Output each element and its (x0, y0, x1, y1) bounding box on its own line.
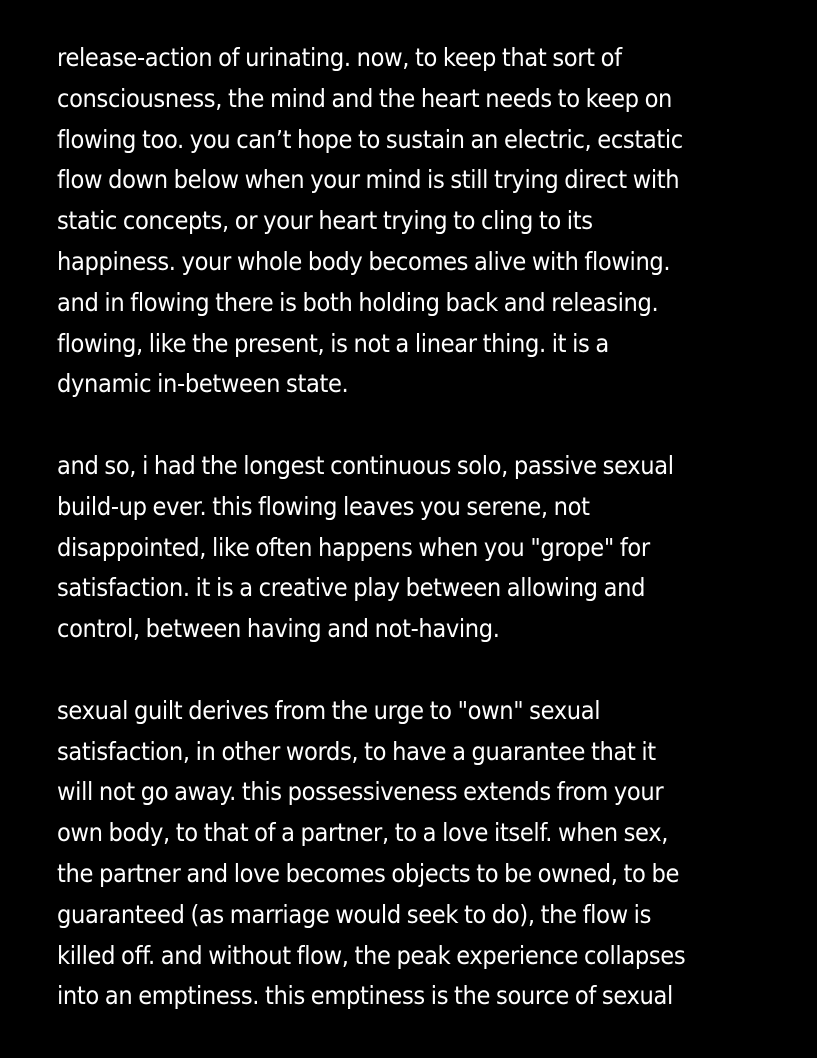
text-line: flow down below when your mind is still trying direct with (57, 165, 680, 195)
text-line: sexual guilt derives from the urge to "own" sexual (57, 695, 601, 725)
paragraph-2 (57, 446, 797, 650)
text-line: guaranteed (as marriage would seek to do), the flow is (57, 899, 652, 929)
text-line: own body, to that of a partner, to a love itself. when sex, (57, 818, 669, 848)
text-line: into an emptiness. this emptiness is the source of sexual (57, 981, 673, 1011)
text-line: dynamic in-between state. (57, 369, 349, 399)
text-line: control, between having and not-having. (57, 614, 500, 644)
text-line: satisfaction, in other words, to have a guarantee that it (57, 736, 656, 766)
text-line: flowing too. you can’t hope to sustain an electric, ecstatic (57, 124, 683, 154)
text-line: static concepts, or your heart trying to cling to its (57, 206, 593, 236)
text-line: disappointed, like often happens when you "grope" for (57, 532, 650, 562)
document-page (57, 38, 797, 1058)
paragraph-3 (57, 691, 797, 1017)
text-line: consciousness, the mind and the heart needs to keep on (57, 83, 673, 113)
text-line: will not go away. this possessiveness extends from your (57, 777, 664, 807)
text-line: happiness. your whole body becomes alive with flowing. (57, 246, 671, 276)
text-line: the partner and love becomes objects to be owned, to be (57, 858, 680, 888)
text-line: and so, i had the longest continuous solo, passive sexual (57, 450, 674, 480)
text-line: flowing, like the present, is not a linear thing. it is a (57, 328, 609, 358)
text-line: release-action of urinating. now, to keep that sort of (57, 43, 622, 72)
text-line: and in flowing there is both holding back and releasing. (57, 287, 659, 317)
text-line: build-up ever. this flowing leaves you serene, not (57, 491, 590, 521)
text-line: killed off. and without flow, the peak experience collapses (57, 940, 686, 970)
paragraph-1 (57, 38, 797, 405)
text-line: satisfaction. it is a creative play between allowing and (57, 573, 646, 603)
